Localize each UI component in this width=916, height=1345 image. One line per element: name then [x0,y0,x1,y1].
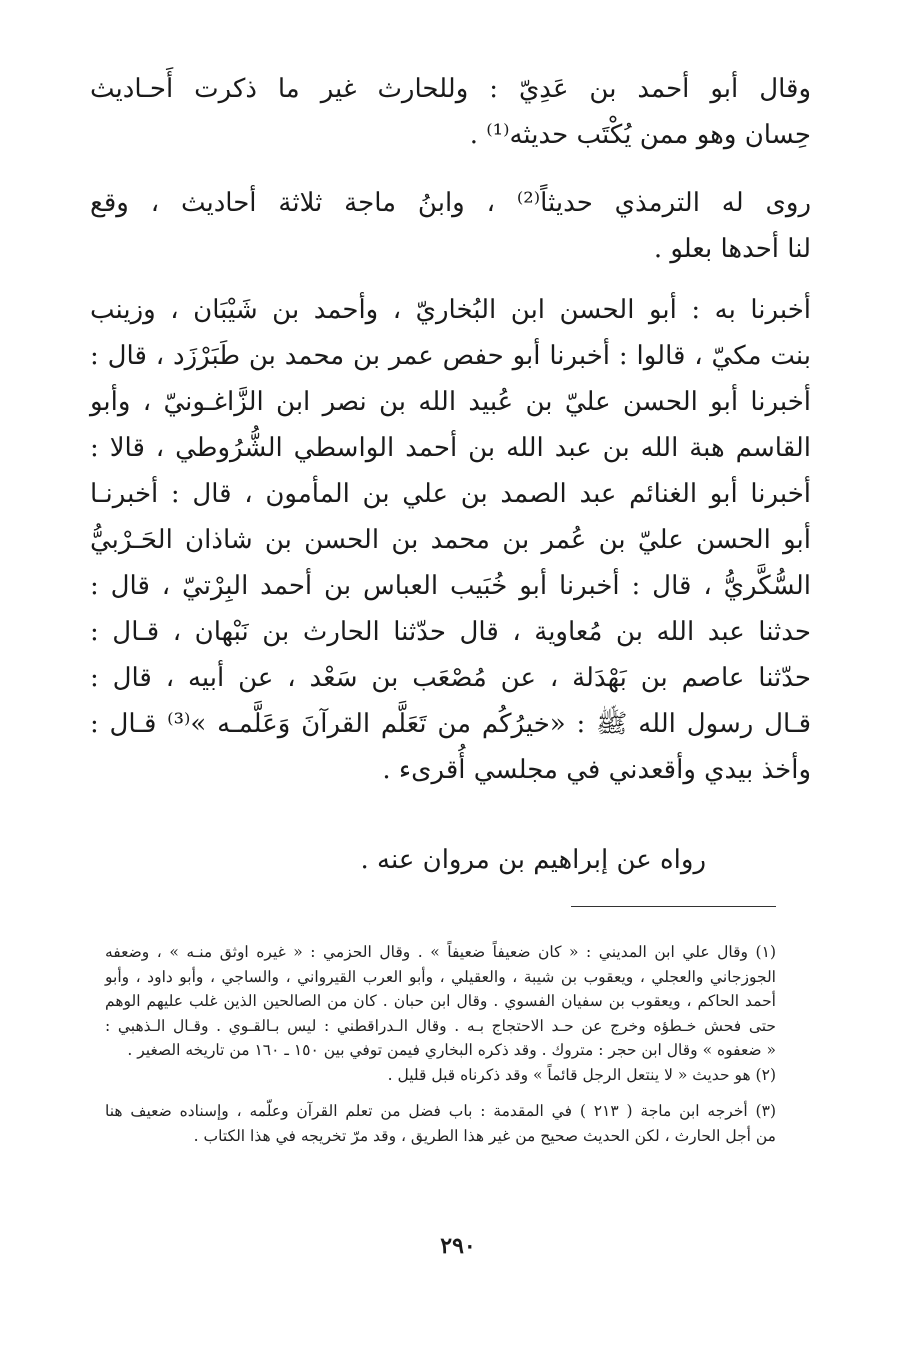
footnotes-section [105,940,776,1148]
text-line: وقال أبو أحمد بن عَدِيّ : وللحارث غير ما ذكرت أَحـاديث [90,74,811,104]
text-line: أخبرنا أبو الغنائم عبد الصمد بن علي بن المأمون ، قال : أخبرنـا [90,479,811,509]
footnote-separator [571,906,776,907]
footnote-line: (٣) أخرجه ابن ماجة ( ٢١٣ ) في المقدمة : باب فضل من تعلم القرآن وعلّمه ، وإسناده ضعيف هنا [105,1102,776,1120]
footnote-line: أحمد الحاكم ، ويعقوب بن سفيان الفسوي . وقال ابن حبان . كان من الصالحين الذين غلب عليهم الوهم [105,992,776,1010]
text-line: وأخذ بيدي وأقعدني في مجلسي أُقرىء . [382,755,811,785]
footnote-line: الجوزجاني والعجلي ، ويعقوب بن شيبة ، والعقيلي ، وأبو العرب القيرواني ، والساجي ، وأبو داود ، وأبو [105,967,776,986]
text-line: روى له الترمذي حديثاً⁽²⁾ ، وابنُ ماجة ثلاثة أحاديث ، وقع [90,188,811,218]
footnote-1 [105,940,776,1063]
text-line: رواه عن إبراهيم بن مروان عنه . [360,845,706,875]
footnote-line: حتى فحش خـطؤه وخرج عن حـد الاحتجاج بـه . وقال الـدراقطني : ليس بـالقـوي . وقـال الـذهبي : [105,1016,776,1035]
footnote-3 [105,1099,776,1148]
text-line: أخبرنا أبو الحسن عليّ بن عُبيد الله بن نصر ابن الزَّاغـونيّ ، وأبو [90,387,811,417]
text-line: السُّكَّريُّ ، قال : أخبرنا أبو خُبَيب العباس بن أحمد البِرْتيّ ، قال : [90,571,811,601]
text-line: أبو الحسن عليّ بن عُمر بن محمد بن الحسن بن شاذان الحَـرْبيُّ [90,525,811,555]
text-line: حدّثنا عاصم بن بَهْدَلة ، عن مُصْعَب بن سَعْد ، عن أبيه ، قال : [90,663,811,693]
text-line: القاسم هبة الله بن عبد الله بن أحمد الواسطي الشُّرُوطي ، قالا : [90,433,811,463]
footnote-line: « ضعفوه » وقال ابن حجر : متروك . وقد ذكره البخاري فيمن توفي بين ١٥٠ ـ ١٦٠ من تاريخه الصغير . [127,1041,776,1059]
page-number: ٢٩٠ [440,1233,476,1259]
text-line: بنت مكيّ ، قالوا : أخبرنا أبو حفص عمر بن محمد بن طَبَرْزَد ، قال : [90,341,811,371]
footnote-line: (٢) هو حديث « لا ينتعل الرجل قائماً » وقد ذكرناه قبل قليل . [387,1065,776,1084]
text-line: أخبرنا به : أبو الحسن ابن البُخاريّ ، وأحمد بن شَيْبَان ، وزينب [90,295,811,325]
text-line: قـال رسول الله ﷺ : «خيرُكُم من تَعَلَّم القرآنَ وَعَلَّمـه »⁽³⁾ قـال : [90,709,811,739]
paragraph-ibrahim-narration [90,837,706,883]
paragraph-isnad-chain [90,287,811,793]
footnote-line: من أجل الحارث ، لكن الحديث صحيح من غير هذا الطريق ، وقد مرّ تخريجه في هذا الكتاب . [193,1126,776,1145]
text-line: حدثنا عبد الله بن مُعاوية ، قال حدّثنا الحارث بن نَبْهان ، قـال : [90,617,811,647]
footnote-line: (١) وقال علي ابن المديني : « كان ضعيفاً ضعيفاً » . وقال الحزمي : « غيره اوثق منـه » ، وضعفه [105,943,776,961]
paragraph-tirmidhi-narration [90,180,811,272]
text-line: حِسان وهو ممن يُكْتَب حديثه⁽¹⁾ . [469,120,811,150]
paragraph-ibn-adi-quote [90,66,811,158]
text-line: لنا أحدها بعلو . [653,234,811,264]
footnote-2 [105,1063,776,1088]
